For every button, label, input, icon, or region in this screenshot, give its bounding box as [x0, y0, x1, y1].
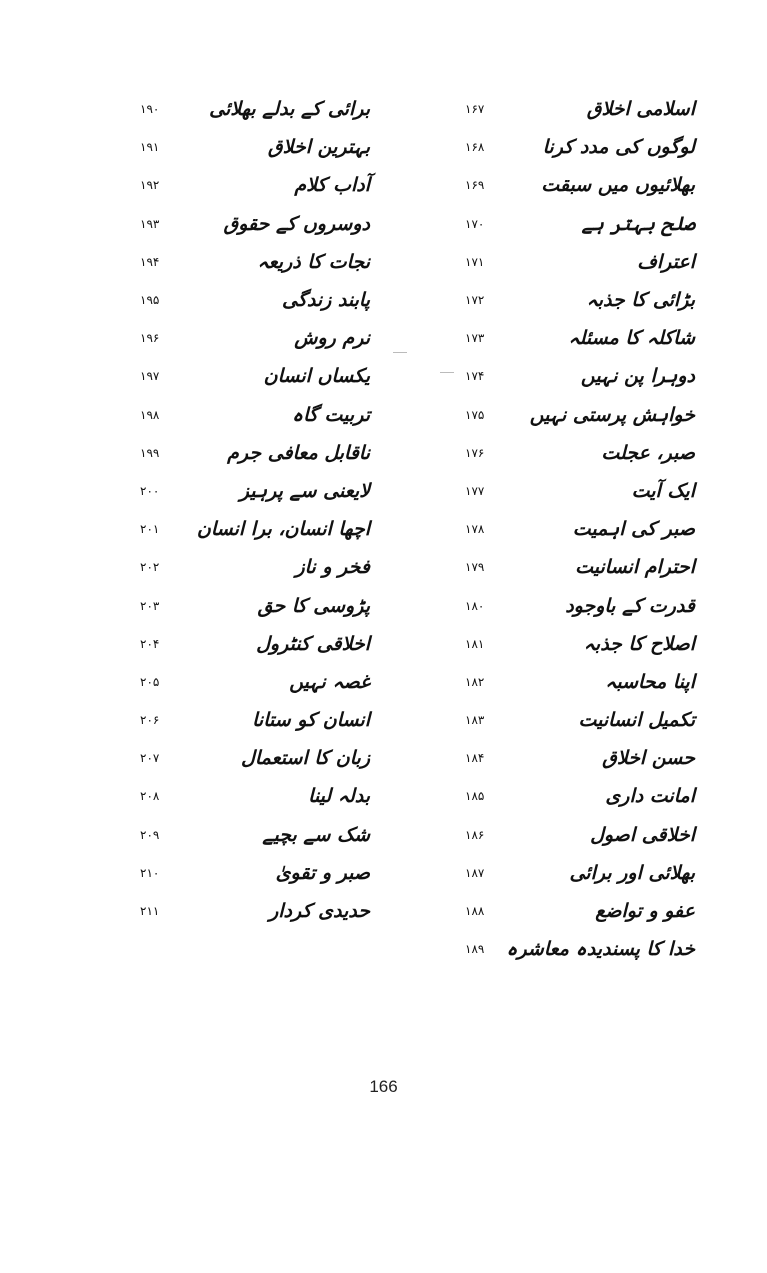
toc-entry-page: ۱۸۷ — [465, 865, 485, 880]
toc-entry — [130, 510, 370, 548]
toc-entry-title: نرم روش — [294, 327, 370, 350]
toc-entry-title: اخلاقی اصول — [590, 823, 695, 846]
toc-entry-page: ۱۷۵ — [465, 407, 485, 422]
toc-entry — [130, 548, 370, 586]
toc-entry — [455, 472, 695, 510]
toc-entry — [130, 396, 370, 434]
toc-entry — [130, 243, 370, 281]
toc-entry — [455, 892, 695, 930]
toc-entry-title: تکمیل انسانیت — [578, 709, 695, 732]
toc-entry — [130, 281, 370, 319]
toc-entry-page: ۲۰۹ — [140, 827, 160, 842]
scan-speck — [440, 372, 454, 373]
toc-entry — [130, 892, 370, 930]
toc-entry — [130, 854, 370, 892]
toc-entry-title: بہترین اخلاق — [267, 136, 370, 159]
toc-entry-title: حسن اخلاق — [602, 747, 695, 770]
toc-entry-title: زبان کا استعمال — [241, 747, 370, 770]
toc-entry — [130, 166, 370, 204]
toc-entry-title: صبر، عجلت — [601, 441, 695, 464]
toc-entry-page: ۱۷۷ — [465, 483, 485, 498]
toc-entry-title: فخر و ناز — [295, 556, 370, 579]
toc-entry-title: بڑائی کا جذبہ — [586, 289, 695, 312]
toc-entry-page: ۱۸۹ — [465, 942, 485, 957]
toc-entry — [130, 701, 370, 739]
toc-entry-page: ۱۹۴ — [140, 254, 160, 269]
toc-entry — [130, 434, 370, 472]
toc-entry-title: صلح بہتر ہے — [581, 212, 695, 235]
toc-entry — [455, 396, 695, 434]
toc-left-column — [130, 90, 370, 930]
toc-entry-title: بھلائی اور برائی — [569, 861, 695, 884]
toc-entry-page: ۲۰۱ — [140, 522, 160, 537]
toc-entry-page: ۱۸۴ — [465, 751, 485, 766]
toc-entry-page: ۱۸۳ — [465, 713, 485, 728]
toc-entry-title: ایک آیت — [631, 479, 695, 502]
toc-entry — [130, 90, 370, 128]
toc-entry — [455, 777, 695, 815]
scan-speck — [393, 352, 407, 353]
toc-entry — [455, 930, 695, 968]
toc-entry-title: صبر کی اہمیت — [572, 518, 695, 541]
toc-entry — [455, 663, 695, 701]
toc-entry-page: ۱۸۵ — [465, 789, 485, 804]
toc-entry-page: ۱۷۴ — [465, 369, 485, 384]
toc-entry-title: نجات کا ذریعہ — [257, 250, 370, 273]
toc-entry — [130, 319, 370, 357]
toc-entry-title: دوہرا پن نہیں — [580, 365, 695, 388]
toc-entry-title: اپنا محاسبہ — [605, 670, 695, 693]
toc-entry-page: ۱۸۲ — [465, 674, 485, 689]
toc-entry — [455, 357, 695, 395]
toc-entry-page: ۱۹۵ — [140, 293, 160, 308]
toc-entry-title: عفو و تواضع — [595, 900, 695, 923]
toc-entry-page: ۱۸۱ — [465, 636, 485, 651]
toc-entry-page: ۲۰۶ — [140, 713, 160, 728]
toc-entry-title: تربیت گاہ — [291, 403, 370, 426]
page-number: 166 — [369, 1077, 398, 1096]
toc-entry-page: ۱۹۰ — [140, 102, 160, 117]
toc-entry-title: لوگوں کی مدد کرنا — [542, 136, 695, 159]
toc-entry — [455, 281, 695, 319]
toc-entry-page: ۱۷۹ — [465, 560, 485, 575]
toc-entry-title: خدا کا پسندیدہ معاشرہ — [506, 938, 695, 961]
toc-entry-title: آداب کلام — [294, 174, 370, 197]
toc-entry-page: ۱۷۲ — [465, 293, 485, 308]
toc-entry-title: اخلاقی کنٹرول — [256, 632, 370, 655]
toc-entry — [455, 816, 695, 854]
toc-entry-title: خواہش پرستی نہیں — [529, 403, 695, 426]
toc-entry-page: ۱۹۳ — [140, 216, 160, 231]
toc-entry-page: ۱۹۸ — [140, 407, 160, 422]
toc-entry — [455, 166, 695, 204]
toc-right-column — [455, 90, 695, 968]
toc-entry — [130, 586, 370, 624]
toc-entry — [130, 205, 370, 243]
toc-entry-title: بھلائیوں میں سبقت — [541, 174, 695, 197]
toc-entry-title: انسان کو ستانا — [252, 709, 370, 732]
toc-entry-title: امانت داری — [605, 785, 695, 808]
toc-entry-page: ۱۶۷ — [465, 102, 485, 117]
toc-entry — [130, 472, 370, 510]
toc-entry-title: ناقابل معافی جرم — [227, 441, 370, 464]
toc-entry-title: شک سے بچیے — [262, 823, 370, 846]
toc-entry-page: ۲۰۲ — [140, 560, 160, 575]
toc-entry — [455, 586, 695, 624]
toc-entry — [455, 319, 695, 357]
toc-entry-title: لایعنی سے پرہیز — [239, 479, 370, 502]
toc-entry-title: اعتراف — [637, 250, 695, 273]
toc-entry-page: ۱۶۹ — [465, 178, 485, 193]
toc-entry — [455, 701, 695, 739]
toc-entry — [455, 854, 695, 892]
toc-entry-page: ۱۷۰ — [465, 216, 485, 231]
toc-entry-page: ۲۱۱ — [140, 904, 160, 919]
toc-entry — [455, 128, 695, 166]
toc-entry-page: ۱۸۸ — [465, 904, 485, 919]
toc-entry — [130, 816, 370, 854]
toc-entry-title: دوسروں کے حقوق — [223, 212, 370, 235]
toc-entry-title: بدلہ لینا — [308, 785, 370, 808]
toc-entry-title: صبر و تقویٰ — [275, 861, 370, 884]
toc-entry-page: ۱۹۶ — [140, 331, 160, 346]
toc-entry-title: برائی کے بدلے بھلائی — [209, 98, 370, 121]
toc-entry-page: ۱۷۸ — [465, 522, 485, 537]
toc-entry-page: ۱۶۸ — [465, 140, 485, 155]
toc-entry-page: ۲۰۵ — [140, 674, 160, 689]
toc-entry-page: ۱۷۳ — [465, 331, 485, 346]
toc-entry — [455, 205, 695, 243]
toc-entry-title: حدیدی کردار — [269, 900, 370, 923]
toc-entry-page: ۱۹۲ — [140, 178, 160, 193]
toc-entry-title: شاکلہ کا مسئلہ — [568, 327, 695, 350]
toc-entry-title: غصہ نہیں — [289, 670, 370, 693]
toc-entry — [130, 357, 370, 395]
toc-entry — [455, 739, 695, 777]
toc-entry — [130, 128, 370, 166]
toc-entry-title: پڑوسی کا حق — [257, 594, 370, 617]
toc-entry — [455, 510, 695, 548]
toc-entry-page: ۱۸۶ — [465, 827, 485, 842]
toc-entry-page: ۱۹۹ — [140, 445, 160, 460]
toc-entry-page: ۲۱۰ — [140, 865, 160, 880]
toc-entry-title: قدرت کے باوجود — [565, 594, 695, 617]
toc-entry-title: پابند زندگی — [281, 289, 370, 312]
toc-entry-title: اسلامی اخلاق — [586, 98, 695, 121]
toc-entry — [130, 625, 370, 663]
toc-entry-page: ۲۰۳ — [140, 598, 160, 613]
toc-entry — [130, 777, 370, 815]
toc-entry-page: ۱۷۱ — [465, 254, 485, 269]
toc-entry-page: ۲۰۰ — [140, 483, 160, 498]
toc-entry-page: ۲۰۴ — [140, 636, 160, 651]
toc-entry-title: یکساں انسان — [263, 365, 370, 388]
toc-entry — [455, 625, 695, 663]
toc-entry-page: ۱۹۱ — [140, 140, 160, 155]
toc-entry-title: اصلاح کا جذبہ — [583, 632, 695, 655]
toc-entry — [130, 663, 370, 701]
toc-entry-page: ۱۸۰ — [465, 598, 485, 613]
toc-entry-page: ۱۹۷ — [140, 369, 160, 384]
toc-entry — [455, 548, 695, 586]
toc-entry — [455, 434, 695, 472]
toc-entry-page: ۲۰۸ — [140, 789, 160, 804]
toc-entry-title: اچھا انسان، برا انسان — [196, 518, 370, 541]
toc-entry-page: ۱۷۶ — [465, 445, 485, 460]
toc-entry — [130, 739, 370, 777]
toc-entry-page: ۲۰۷ — [140, 751, 160, 766]
toc-entry — [455, 243, 695, 281]
toc-entry-title: احترام انسانیت — [575, 556, 695, 579]
toc-entry — [455, 90, 695, 128]
